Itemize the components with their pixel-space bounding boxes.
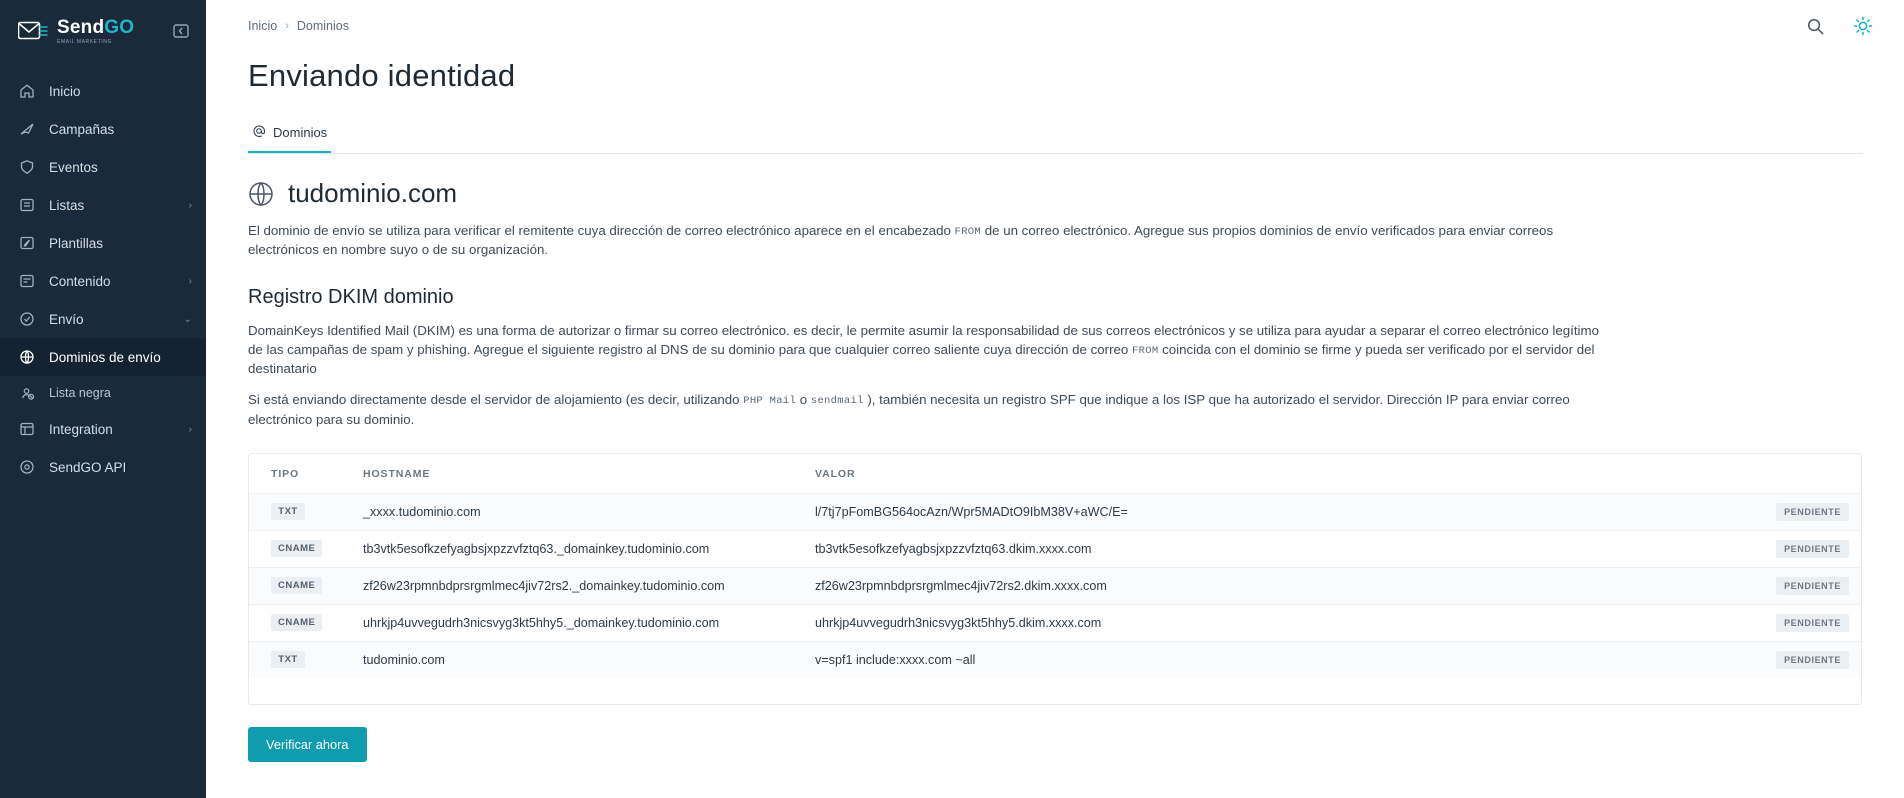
cell-hostname: tudominio.com [341,641,793,678]
from-keyword: FROM [954,226,982,238]
tab-label: Dominios [273,125,328,140]
spf-text-mid: o [796,392,811,408]
status-badge: PENDIENTE [1776,651,1849,669]
search-icon[interactable] [1800,11,1830,41]
sidebar-item-label: Listas [49,197,85,213]
intro-text-a: El dominio de envío se utiliza para verificar el remitente cuya dirección de correo electrónico aparece en el encabezado [248,223,955,238]
brand-subtitle: EMAIL MARKETING [57,38,112,45]
intro-text-b: de un correo electrónico. Agregue sus propios dominios de envío verificados para enviar correos electrónicos en nombre suyo o de su organización. [248,223,1554,258]
sidebar-item-plantillas[interactable] [0,224,206,262]
sidebar-item-sendgo-api[interactable] [0,448,206,486]
table-row [249,567,1861,604]
cell-status [1741,493,1861,530]
column-header-status [1741,454,1861,494]
sidebar-item-inicio[interactable] [0,72,206,110]
at-icon [252,124,266,141]
sidebar-item-label: Lista negra [49,386,111,400]
sidebar-item-label: Plantillas [49,235,104,251]
globe-icon [248,181,274,207]
sidebar [0,0,206,798]
cell-hostname: uhrkjp4uvvegudrh3nicsvyg3kt5hhy5._domainkey.tudominio.com [341,604,793,641]
domain-intro-paragraph [248,221,1613,260]
brand-text [57,18,134,45]
cell-valor: zf26w23rpmnbdprsrgmlmec4jiv72rs2.dkim.xxxx.com [793,567,1741,604]
tabs [248,124,1862,154]
brand-header [0,0,206,62]
content-area [206,178,1904,762]
cell-hostname: _xxxx.tudominio.com [341,493,793,530]
topbar [206,0,1904,52]
status-badge: PENDIENTE [1776,577,1849,595]
dkim-paragraph-2 [248,390,1613,429]
sidebar-item-campanas[interactable] [0,110,206,148]
status-badge: PENDIENTE [1776,614,1849,632]
table-row [249,604,1861,641]
table-footer-spacer [249,678,1861,704]
sidebar-item-envio[interactable] [0,300,206,338]
domain-name: tudominio.com [288,178,458,208]
sendmail-keyword: sendmail [810,395,864,408]
topbar-actions [1800,11,1878,41]
chevron-right-icon: › [188,423,192,435]
cell-status [1741,530,1861,567]
verify-now-button[interactable]: Verificar ahora [248,727,367,762]
user-block-icon [18,384,36,402]
collapse-sidebar-icon[interactable] [170,20,192,42]
content-icon [18,272,36,290]
dkim-paragraph-1 [248,321,1613,379]
brand-name: SendGO [57,16,135,38]
from-keyword: FROM [1132,344,1159,357]
table-head [249,454,1861,494]
php-mail-keyword: PHP Mail [743,395,797,408]
campaign-icon [18,120,36,138]
api-icon [18,458,36,476]
chevron-right-icon: › [188,199,192,211]
sidebar-item-label: Integration [49,421,113,437]
dns-records-table-wrapper [248,453,1862,705]
send-icon [18,310,36,328]
dkim-text-b: coincida con el dominio se firme y pueda ser verificado por el servidor del destinatario [248,341,1595,377]
sidebar-item-label: Campañas [49,121,115,137]
table-row [249,493,1861,530]
sidebar-item-label: Dominios de envío [49,349,161,365]
spf-text-a: Si está enviando directamente desde el servidor de alojamiento (es decir, utilizando [248,392,744,408]
chevron-down-icon: ⌄ [183,313,192,325]
main-content [206,0,1904,798]
theme-toggle-sun-icon[interactable] [1848,11,1878,41]
sidebar-item-label: Contenido [49,273,111,289]
integration-icon [18,420,36,438]
section-title-dkim: Registro DKIM dominio [248,285,454,308]
envelope-logo-icon [18,20,48,42]
cell-tipo [249,493,341,530]
column-header-hostname: HOSTNAME [341,454,793,494]
record-type-badge: CNAME [271,614,322,631]
cell-tipo [249,530,341,567]
dkim-text-a: DomainKeys Identified Mail (DKIM) es una forma de autorizar o firmar su correo electrónico. es decir, le permite asumir la responsabilidad de sus correos electrónicos y se utiliza para ayudar a separar el correo electrónico legítimo de las campañas de spam y phishing. Agregue el siguiente registro al DNS de su dominio para que cualquier correo saliente cuya dirección de correo [248,322,1599,357]
cell-tipo [249,641,341,678]
template-icon [18,234,36,252]
record-type-badge: CNAME [271,540,322,557]
list-icon [18,196,36,214]
record-type-badge: TXT [271,651,305,668]
breadcrumb-separator: › [285,20,289,32]
cell-status [1741,567,1861,604]
table-body [249,493,1861,678]
sidebar-item-eventos[interactable] [0,148,206,186]
cell-hostname: tb3vtk5esofkzefyagbsjxpzzvfztq63._domainkey.tudominio.com [341,530,793,567]
status-badge: PENDIENTE [1776,503,1849,521]
cell-hostname: zf26w23rpmnbdprsrgmlmec4jiv72rs2._domainkey.tudominio.com [341,567,793,604]
breadcrumb-item-dominios[interactable]: Dominios [296,19,349,33]
breadcrumb [248,19,349,33]
shield-icon [18,158,36,176]
chevron-right-icon: › [188,275,192,287]
tab-dominios[interactable] [248,124,331,153]
sidebar-nav [0,72,206,486]
globe-icon [18,348,36,366]
column-header-valor: VALOR [793,454,1741,494]
sidebar-item-label: Eventos [49,159,98,175]
home-icon [18,82,36,100]
cell-valor: tb3vtk5esofkzefyagbsjxpzzvfztq63.dkim.xxxx.com [793,530,1741,567]
breadcrumb-item-inicio[interactable]: Inicio [248,19,278,33]
dns-records-table [249,454,1861,678]
page-title: Enviando identidad [248,58,516,93]
sidebar-item-contenido[interactable] [0,262,206,300]
table-row [249,641,1861,678]
record-type-badge: CNAME [271,577,322,594]
sidebar-item-label: Inicio [49,83,81,99]
sidebar-item-label: Envío [49,311,84,327]
sidebar-item-listas[interactable] [0,186,206,224]
domain-header [248,178,1862,209]
cell-tipo [249,567,341,604]
cell-status [1741,641,1861,678]
cell-valor: l/7tj7pFomBG564ocAzn/Wpr5MADtO9IbM38V+aWC/E= [793,493,1741,530]
cell-tipo [249,604,341,641]
spf-text-b: ), también necesita un registro SPF que indique a los ISP que ha autorizado el servidor. Dirección IP para enviar correo electrónico para su dominio. [248,392,1570,427]
status-badge: PENDIENTE [1776,540,1849,558]
cell-status [1741,604,1861,641]
sidebar-item-lista-negra[interactable] [0,376,206,410]
sidebar-item-dominios-de-envio[interactable] [0,338,206,376]
cell-valor: uhrkjp4uvvegudrh3nicsvyg3kt5hhy5.dkim.xxxx.com [793,604,1741,641]
sidebar-item-label: SendGO API [49,459,127,475]
record-type-badge: TXT [271,503,305,520]
sidebar-item-integration[interactable] [0,410,206,448]
table-header-row [249,454,1861,494]
cell-valor: v=spf1 include:xxxx.com ~all [793,641,1741,678]
table-row [249,530,1861,567]
column-header-tipo: TIPO [249,454,341,494]
